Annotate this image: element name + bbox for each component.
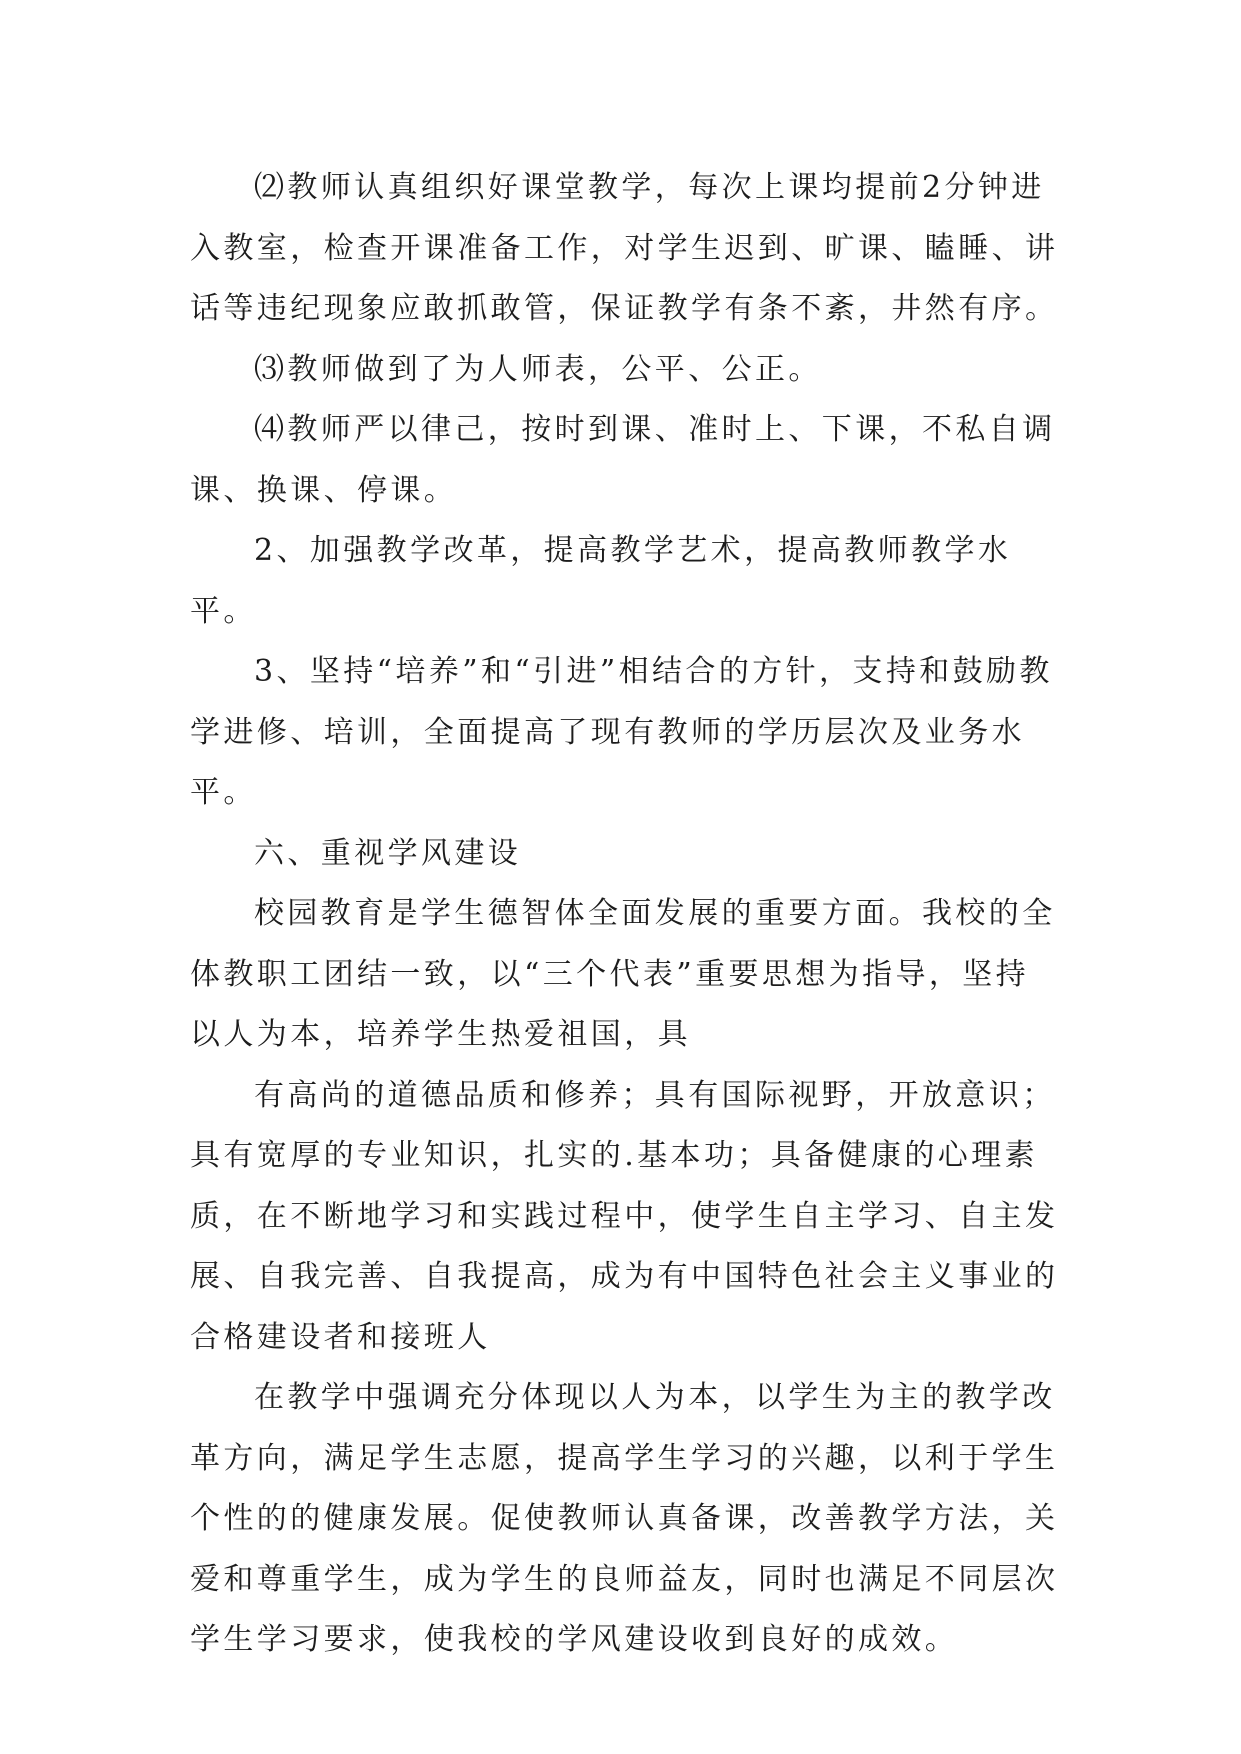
paragraph: ⑵教师认真组织好课堂教学，每次上课均提前2分钟进入教室，检查开课准备工作，对学生迟到、旷课、瞌睡、讲话等违纪现象应敢抓敢管，保证教学有条不紊，井然有序。	[190, 170, 1059, 326]
paragraph: 有高尚的道德品质和修养；具有国际视野，开放意识；具有宽厚的专业知识，扎实的.基本功；具备健康的心理素质，在不断地学习和实践过程中，使学生自主学习、自主发展、自我完善、自我提高，成为有中国特色社会主义事业的合格建设者和接班人	[190, 1077, 1059, 1355]
document-body	[190, 158, 1060, 1671]
section-heading: 六、重视学风建设	[254, 835, 522, 871]
paragraph: 在教学中强调充分体现以人为本，以学生为主的教学改革方向，满足学生志愿，提高学生学习的兴趣，以利于学生个性的的健康发展。促使教师认真备课，改善教学方法，关爱和尊重学生，成为学生的良师益友，同时也满足不同层次学生学习要求，使我校的学风建设收到良好的成效。	[190, 1380, 1059, 1657]
paragraph: ⑷教师严以律己，按时到课、准时上、下课，不私自调课、换课、停课。	[190, 412, 1056, 508]
paragraph: ⑶教师做到了为人师表，公平、公正。	[254, 351, 822, 387]
paragraph: 3、坚持“培养”和“引进”相结合的方针，支持和鼓励教学进修、培训，全面提高了现有教师的学历层次及业务水平。	[190, 654, 1053, 810]
paragraph: 校园教育是学生德智体全面发展的重要方面。我校的全体教职工团结一致，以“三个代表”重要思想为指导，坚持以人为本，培养学生热爱祖国，具	[190, 896, 1056, 1052]
paragraph: 2、加强教学改革，提高教学艺术，提高教师教学水平。	[190, 533, 1012, 629]
